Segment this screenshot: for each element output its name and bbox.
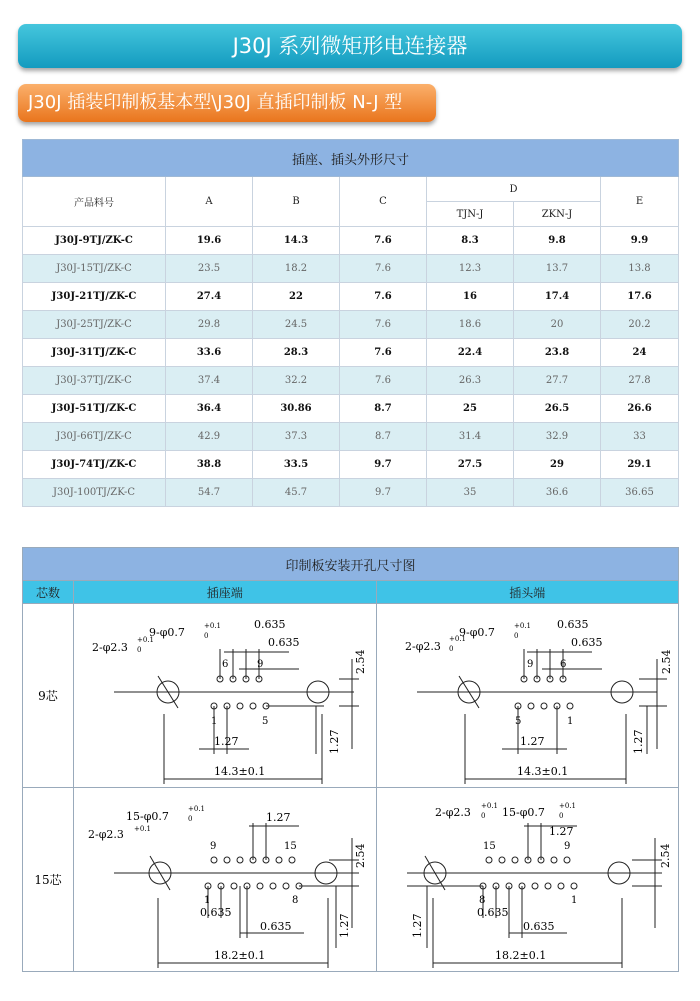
plug-15-pin-a: 15 [482,841,496,852]
cell-c: 9.7 [340,451,427,479]
col-a: A [166,177,253,227]
col-c: C [340,177,427,227]
cell-e: 29.1 [601,451,679,479]
cell-e: 24 [601,339,679,367]
cell-a: 19.6 [166,227,253,255]
cell-d1: 18.6 [427,311,514,339]
cell-d1: 12.3 [427,255,514,283]
col-b: B [253,177,340,227]
cell-b: 33.5 [253,451,340,479]
plug-9-pin-c: 5 [514,716,521,727]
cell-e: 20.2 [601,311,679,339]
col-socket: 插座端 [74,581,377,604]
cell-part: J30J-66TJ/ZK-C [23,423,166,451]
cell-a: 36.4 [166,395,253,423]
plug-15-pin-b: 9 [563,841,570,852]
plug-9-big-tol-lo: 0 [448,645,453,653]
table-caption: 插座、插头外形尺寸 [23,140,679,177]
socket-9-pin-a: 6 [222,659,229,670]
socket-9-pitch: 1.27 [214,735,239,748]
cell-d1: 8.3 [427,227,514,255]
cell-e: 27.8 [601,367,679,395]
cell-d1: 26.3 [427,367,514,395]
cell-a: 29.8 [166,311,253,339]
cell-e: 26.6 [601,395,679,423]
plug-15-pin-d: 1 [570,895,577,906]
cell-d2: 9.8 [514,227,601,255]
plug-15-big-hole: 2-φ2.3 [434,806,471,819]
cell-part: J30J-100TJ/ZK-C [23,479,166,507]
socket-9-drawing [74,604,375,784]
plug-9-pin-a: 9 [526,659,533,670]
socket-9-pin-tol-hi: +0.1 [204,622,221,630]
socket-15-depth: 1.27 [338,913,351,938]
cell-part: J30J-21TJ/ZK-C [23,283,166,311]
plug-15-width: 18.2±0.1 [494,949,546,962]
cell-e: 13.8 [601,255,679,283]
cell-part: J30J-31TJ/ZK-C [23,339,166,367]
plug-9-height: 2.54 [659,649,673,674]
plug-9-pin-tol-hi: +0.1 [513,622,531,630]
socket-15-big-hole: 2-φ2.3 [88,828,124,841]
cell-part: J30J-51TJ/ZK-C [23,395,166,423]
socket-9-diagram [74,604,377,788]
socket-9-pin-tol-lo: 0 [204,632,209,640]
socket-15-pin-c: 1 [204,895,211,906]
socket-9-width: 14.3±0.1 [214,765,266,778]
socket-15-pin-tol-hi: +0.1 [188,805,205,813]
cell-a: 37.4 [166,367,253,395]
col-d-tjn: TJN-J [427,202,514,227]
plug-15-offset1: 0.635 [476,906,508,919]
plug-9-depth: 1.27 [631,729,645,754]
cell-c: 8.7 [340,423,427,451]
cell-d1: 25 [427,395,514,423]
table-row [23,311,679,339]
hole-table-caption: 印制板安装开孔尺寸图 [23,548,679,581]
plug-9-width: 14.3±0.1 [516,765,568,778]
cell-c: 7.6 [340,367,427,395]
plug-15-big-tol-lo: 0 [480,812,485,820]
socket-9-big-tol-hi: +0.1 [137,636,154,644]
socket-15-pitch: 1.27 [266,811,291,824]
plug-9-diagram [376,604,679,788]
cell-d1: 16 [427,283,514,311]
cell-d1: 35 [427,479,514,507]
cell-d2: 13.7 [514,255,601,283]
table-row [23,339,679,367]
socket-9-pin-d: 5 [262,716,269,727]
plug-15-pitch: 1.27 [548,825,573,838]
plug-15-depth: 1.27 [410,913,424,938]
socket-9-big-hole: 2-φ2.3 [92,641,128,654]
plug-15-big-tol-hi: +0.1 [480,802,498,810]
cell-d2: 20 [514,311,601,339]
cell-d2: 36.6 [514,479,601,507]
col-part: 产品料号 [23,177,166,227]
plug-15-pin-c: 8 [478,895,485,906]
cell-b: 30.86 [253,395,340,423]
table-row [23,367,679,395]
dimension-table [22,139,679,507]
socket-9-height: 2.54 [354,649,367,674]
cell-c: 9.7 [340,479,427,507]
cell-a: 27.4 [166,283,253,311]
cell-c: 7.6 [340,339,427,367]
page-title: J30J 系列微矩形电连接器 [18,24,682,68]
table-row [23,395,679,423]
plug-15-pin-tol-hi: +0.1 [558,802,576,810]
plug-15-offset2: 0.635 [522,920,554,933]
col-cores: 芯数 [23,581,74,604]
cell-a: 38.8 [166,451,253,479]
socket-15-diagram [74,788,377,972]
socket-15-pin-a: 9 [210,841,217,852]
socket-9-pin-c: 1 [211,716,218,727]
plug-9-pin-tol-lo: 0 [513,632,518,640]
cell-d2: 32.9 [514,423,601,451]
col-d-zkn: ZKN-J [514,202,601,227]
socket-15-offset1: 0.635 [200,906,232,919]
plug-9-big-hole: 2-φ2.3 [404,640,441,653]
socket-15-pin-holes: 15-φ0.7 [126,810,169,823]
cell-b: 18.2 [253,255,340,283]
cell-d2: 29 [514,451,601,479]
cell-a: 23.5 [166,255,253,283]
cell-a: 33.6 [166,339,253,367]
cell-part: J30J-9TJ/ZK-C [23,227,166,255]
cell-c: 7.6 [340,227,427,255]
cell-d1: 22.4 [427,339,514,367]
plug-9-big-tol-hi: +0.1 [448,635,466,643]
cell-d2: 26.5 [514,395,601,423]
plug-9-pin-d: 1 [566,716,573,727]
cell-a: 42.9 [166,423,253,451]
cell-b: 45.7 [253,479,340,507]
plug-15-pin-holes: 15-φ0.7 [501,806,545,819]
plug-9-pin-b: 6 [559,659,566,670]
plug-9-offset2: 0.635 [570,636,602,649]
cell-a: 54.7 [166,479,253,507]
col-e: E [601,177,679,227]
plug-15-diagram [376,788,679,972]
cell-part: J30J-74TJ/ZK-C [23,451,166,479]
socket-15-pin-d: 8 [292,895,299,906]
plug-15-drawing [377,788,678,968]
socket-9-big-tol-lo: 0 [137,646,142,654]
socket-15-pin-tol-lo: 0 [188,815,193,823]
cell-part: J30J-25TJ/ZK-C [23,311,166,339]
socket-15-pin-b: 15 [284,841,297,852]
plug-9-offset1: 0.635 [556,618,588,631]
row-label-9: 9芯 [23,604,74,788]
socket-9-offset1: 0.635 [254,618,286,631]
cell-d1: 31.4 [427,423,514,451]
cell-e: 36.65 [601,479,679,507]
cell-e: 17.6 [601,283,679,311]
cell-b: 14.3 [253,227,340,255]
row-label-15: 15芯 [23,788,74,972]
socket-15-width: 18.2±0.1 [214,949,266,962]
cell-d2: 17.4 [514,283,601,311]
socket-15-height: 2.54 [354,843,367,868]
cell-b: 22 [253,283,340,311]
socket-15-big-tol-hi: +0.1 [134,825,151,833]
table-row [23,255,679,283]
cell-e: 9.9 [601,227,679,255]
cell-c: 7.6 [340,311,427,339]
section-title: J30J 插装印制板基本型\J30J 直插印制板 N-J 型 [18,84,436,122]
plug-9-pin-holes: 9-φ0.7 [458,626,495,639]
table-row [23,423,679,451]
col-plug: 插头端 [376,581,679,604]
cell-part: J30J-15TJ/ZK-C [23,255,166,283]
plug-9-drawing [377,604,678,784]
cell-b: 32.2 [253,367,340,395]
cell-d1: 27.5 [427,451,514,479]
col-d: D [427,177,601,202]
cell-part: J30J-37TJ/ZK-C [23,367,166,395]
cell-d2: 27.7 [514,367,601,395]
cell-b: 37.3 [253,423,340,451]
socket-15-offset2: 0.635 [260,920,292,933]
cell-d2: 23.8 [514,339,601,367]
cell-b: 24.5 [253,311,340,339]
cell-c: 7.6 [340,255,427,283]
plug-15-height: 2.54 [658,843,672,868]
socket-9-pin-holes: 9-φ0.7 [149,626,185,639]
socket-9-depth: 1.27 [328,729,341,754]
socket-9-offset2: 0.635 [268,636,300,649]
socket-15-drawing [74,788,375,968]
plug-15-pin-tol-lo: 0 [558,812,563,820]
table-row [23,451,679,479]
table-row [23,479,679,507]
cell-c: 7.6 [340,283,427,311]
cell-b: 28.3 [253,339,340,367]
table-row [23,227,679,255]
socket-9-pin-b: 9 [257,659,264,670]
table-row [23,283,679,311]
plug-9-pitch: 1.27 [519,735,544,748]
hole-table [22,547,679,972]
cell-c: 8.7 [340,395,427,423]
cell-e: 33 [601,423,679,451]
